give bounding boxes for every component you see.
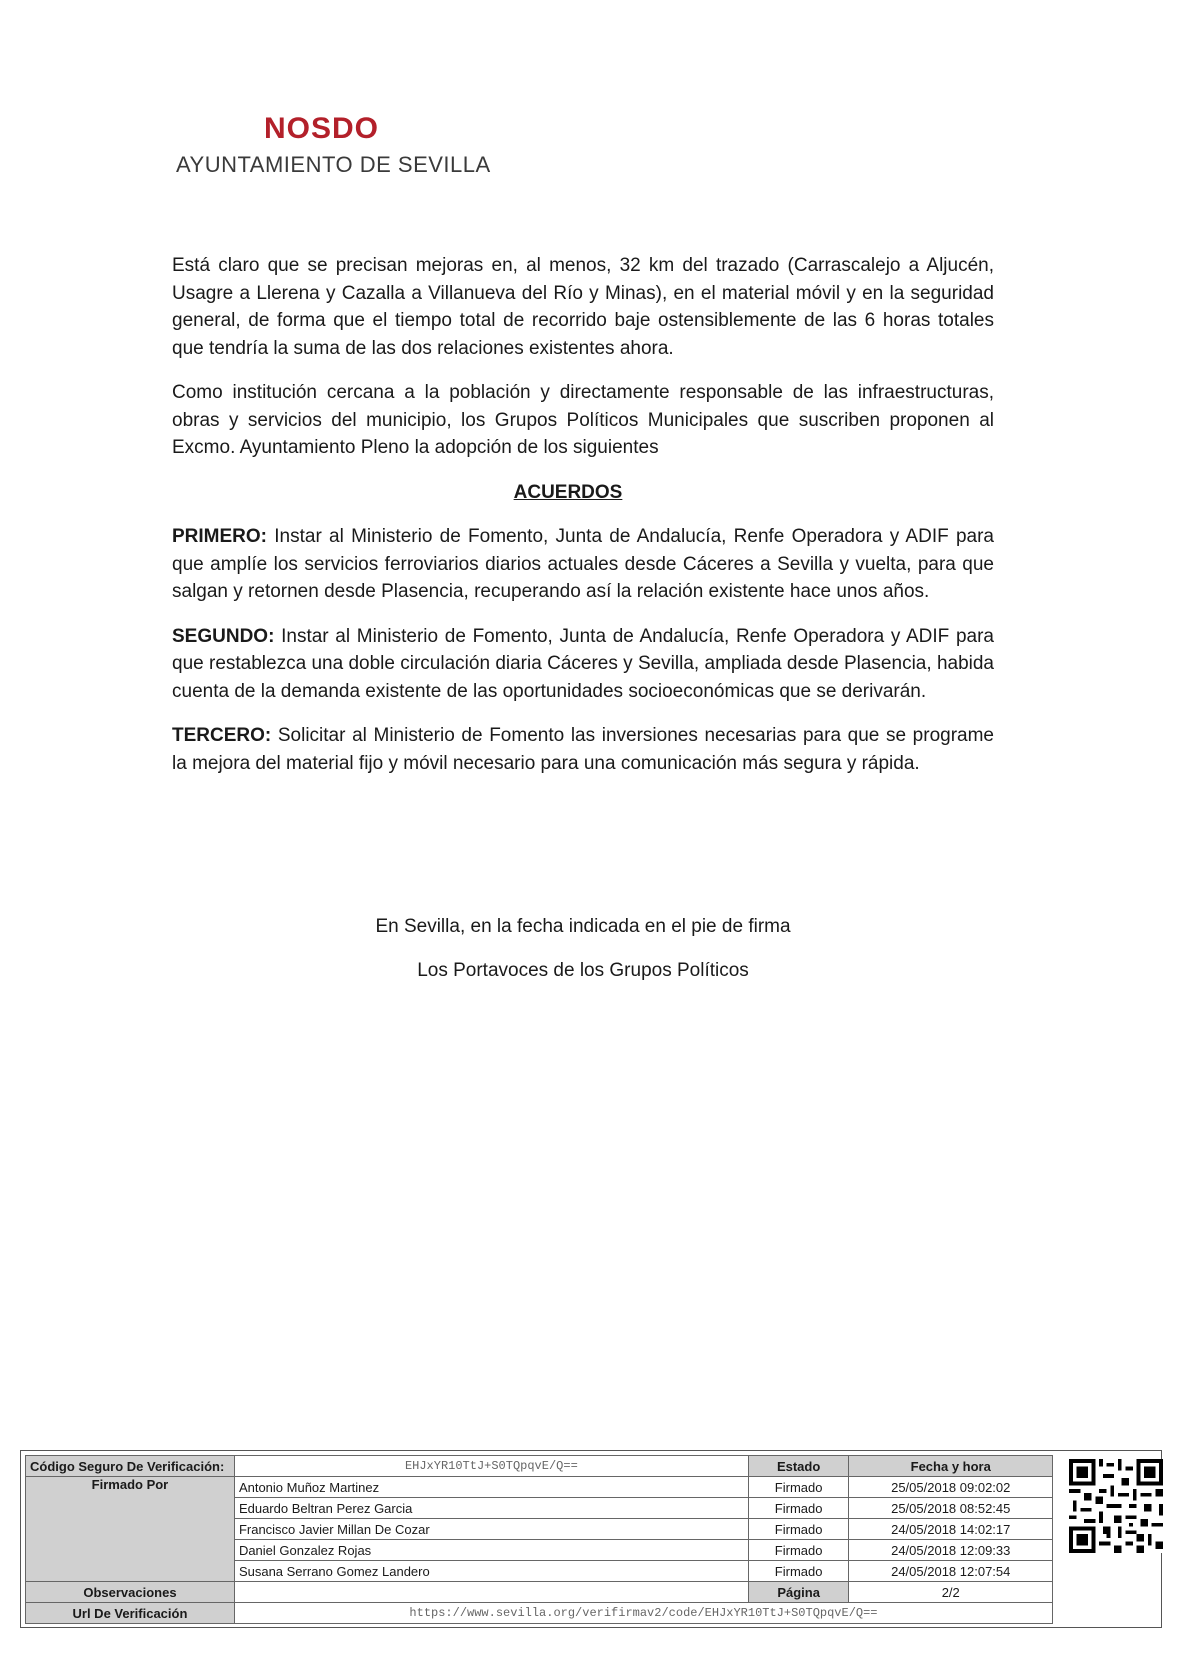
signer-date: 24/05/2018 14:02:17 bbox=[849, 1519, 1053, 1540]
acuerdo-2 bbox=[172, 623, 994, 706]
document-body bbox=[172, 252, 994, 794]
acuerdo-3-text: Solicitar al Ministerio de Fomento las inversiones necesarias para que se programe la mejora del material fijo y móvil necesario para una comunicación más segura y rápida. bbox=[172, 725, 994, 774]
verification-box bbox=[20, 1450, 1162, 1628]
paragraph-2: Como institución cercana a la población y directamente responsable de las infraestructuras, obras y servicios del municipio, los Grupos Políticos Municipales que suscriben proponen al Excmo. Ayuntamiento Pleno la adopción de los siguientes bbox=[172, 382, 994, 458]
verification-url[interactable]: https://www.sevilla.org/verifirmav2/code/EHJxYR10TtJ+S0TQpqvE/Q== bbox=[234, 1603, 1052, 1624]
logo bbox=[176, 112, 491, 182]
signer-name: Daniel Gonzalez Rojas bbox=[234, 1540, 748, 1561]
firmado-label: Firmado Por bbox=[26, 1477, 235, 1582]
signer-status: Firmado bbox=[748, 1540, 849, 1561]
pagina-value: 2/2 bbox=[849, 1582, 1053, 1603]
verification-table bbox=[25, 1455, 1053, 1624]
signer-name: Susana Serrano Gomez Landero bbox=[234, 1561, 748, 1582]
acuerdo-1-label: PRIMERO: bbox=[172, 526, 267, 547]
signature-portavoces: Los Portavoces de los Grupos Políticos bbox=[417, 960, 749, 981]
code-label: Código Seguro De Verificación: bbox=[26, 1456, 235, 1477]
acuerdo-3 bbox=[172, 722, 994, 777]
acuerdo-2-label: SEGUNDO: bbox=[172, 625, 275, 647]
signer-name: Eduardo Beltran Perez Garcia bbox=[234, 1498, 748, 1519]
url-label: Url De Verificación bbox=[26, 1603, 235, 1624]
signer-date: 25/05/2018 09:02:02 bbox=[849, 1477, 1053, 1498]
acuerdo-2-text: Instar al Ministerio de Fomento, Junta de Andalucía, Renfe Operadora y ADIF para que restablezca una doble circulación diaria Cáceres y Sevilla, ampliada desde Plasencia, habida cuenta de la demanda existente de las oportunidades socioeconómicas que se derivarán. bbox=[172, 625, 994, 702]
acuerdo-3-label: TERCERO: bbox=[172, 725, 272, 746]
verification-code: EHJxYR10TtJ+S0TQpqvE/Q== bbox=[234, 1456, 748, 1477]
title-row bbox=[172, 479, 994, 507]
signer-status: Firmado bbox=[748, 1561, 849, 1582]
estado-label: Estado bbox=[748, 1456, 849, 1477]
signer-status: Firmado bbox=[748, 1519, 849, 1540]
observaciones-label: Observaciones bbox=[26, 1582, 235, 1603]
logo-ayuntamiento: AYUNTAMIENTO DE SEVILLA bbox=[176, 152, 491, 177]
signer-date: 24/05/2018 12:09:33 bbox=[849, 1540, 1053, 1561]
signer-name: Francisco Javier Millan De Cozar bbox=[234, 1519, 748, 1540]
logo-nosdo: NOSDO bbox=[264, 112, 380, 145]
acuerdo-1-text: Instar al Ministerio de Fomento, Junta de Andalucía, Renfe Operadora y ADIF para que amplíe los servicios ferroviarios diarios actuales desde Cáceres a Sevilla y vuelta, para que salgan y retornen desde Plasencia, recuperando así la relación existente hace unos años. bbox=[172, 526, 994, 602]
signer-date: 25/05/2018 08:52:45 bbox=[849, 1498, 1053, 1519]
signer-status: Firmado bbox=[748, 1498, 849, 1519]
signature-place: En Sevilla, en la fecha indicada en el pie de firma bbox=[375, 916, 791, 937]
acuerdo-1 bbox=[172, 523, 994, 606]
observaciones-value bbox=[234, 1582, 748, 1603]
acuerdos-title: ACUERDOS bbox=[513, 481, 623, 503]
signer-name: Antonio Muñoz Martinez bbox=[234, 1477, 748, 1498]
signer-date: 24/05/2018 12:07:54 bbox=[849, 1561, 1053, 1582]
paragraph-1: Está claro que se precisan mejoras en, al menos, 32 km del trazado (Carrascalejo a Aljucén, Usagre a Llerena y Cazalla a Villanueva del Río y Minas), en el material móvil y en la seguridad general, de forma que el tiempo total de recorrido baje ostensiblemente de las 6 horas totales que tendría la suma de las dos relaciones existentes ahora. bbox=[172, 255, 994, 359]
pagina-label: Página bbox=[748, 1582, 849, 1603]
signer-status: Firmado bbox=[748, 1477, 849, 1498]
qr-code-icon bbox=[1069, 1459, 1163, 1553]
fecha-label: Fecha y hora bbox=[849, 1456, 1053, 1477]
